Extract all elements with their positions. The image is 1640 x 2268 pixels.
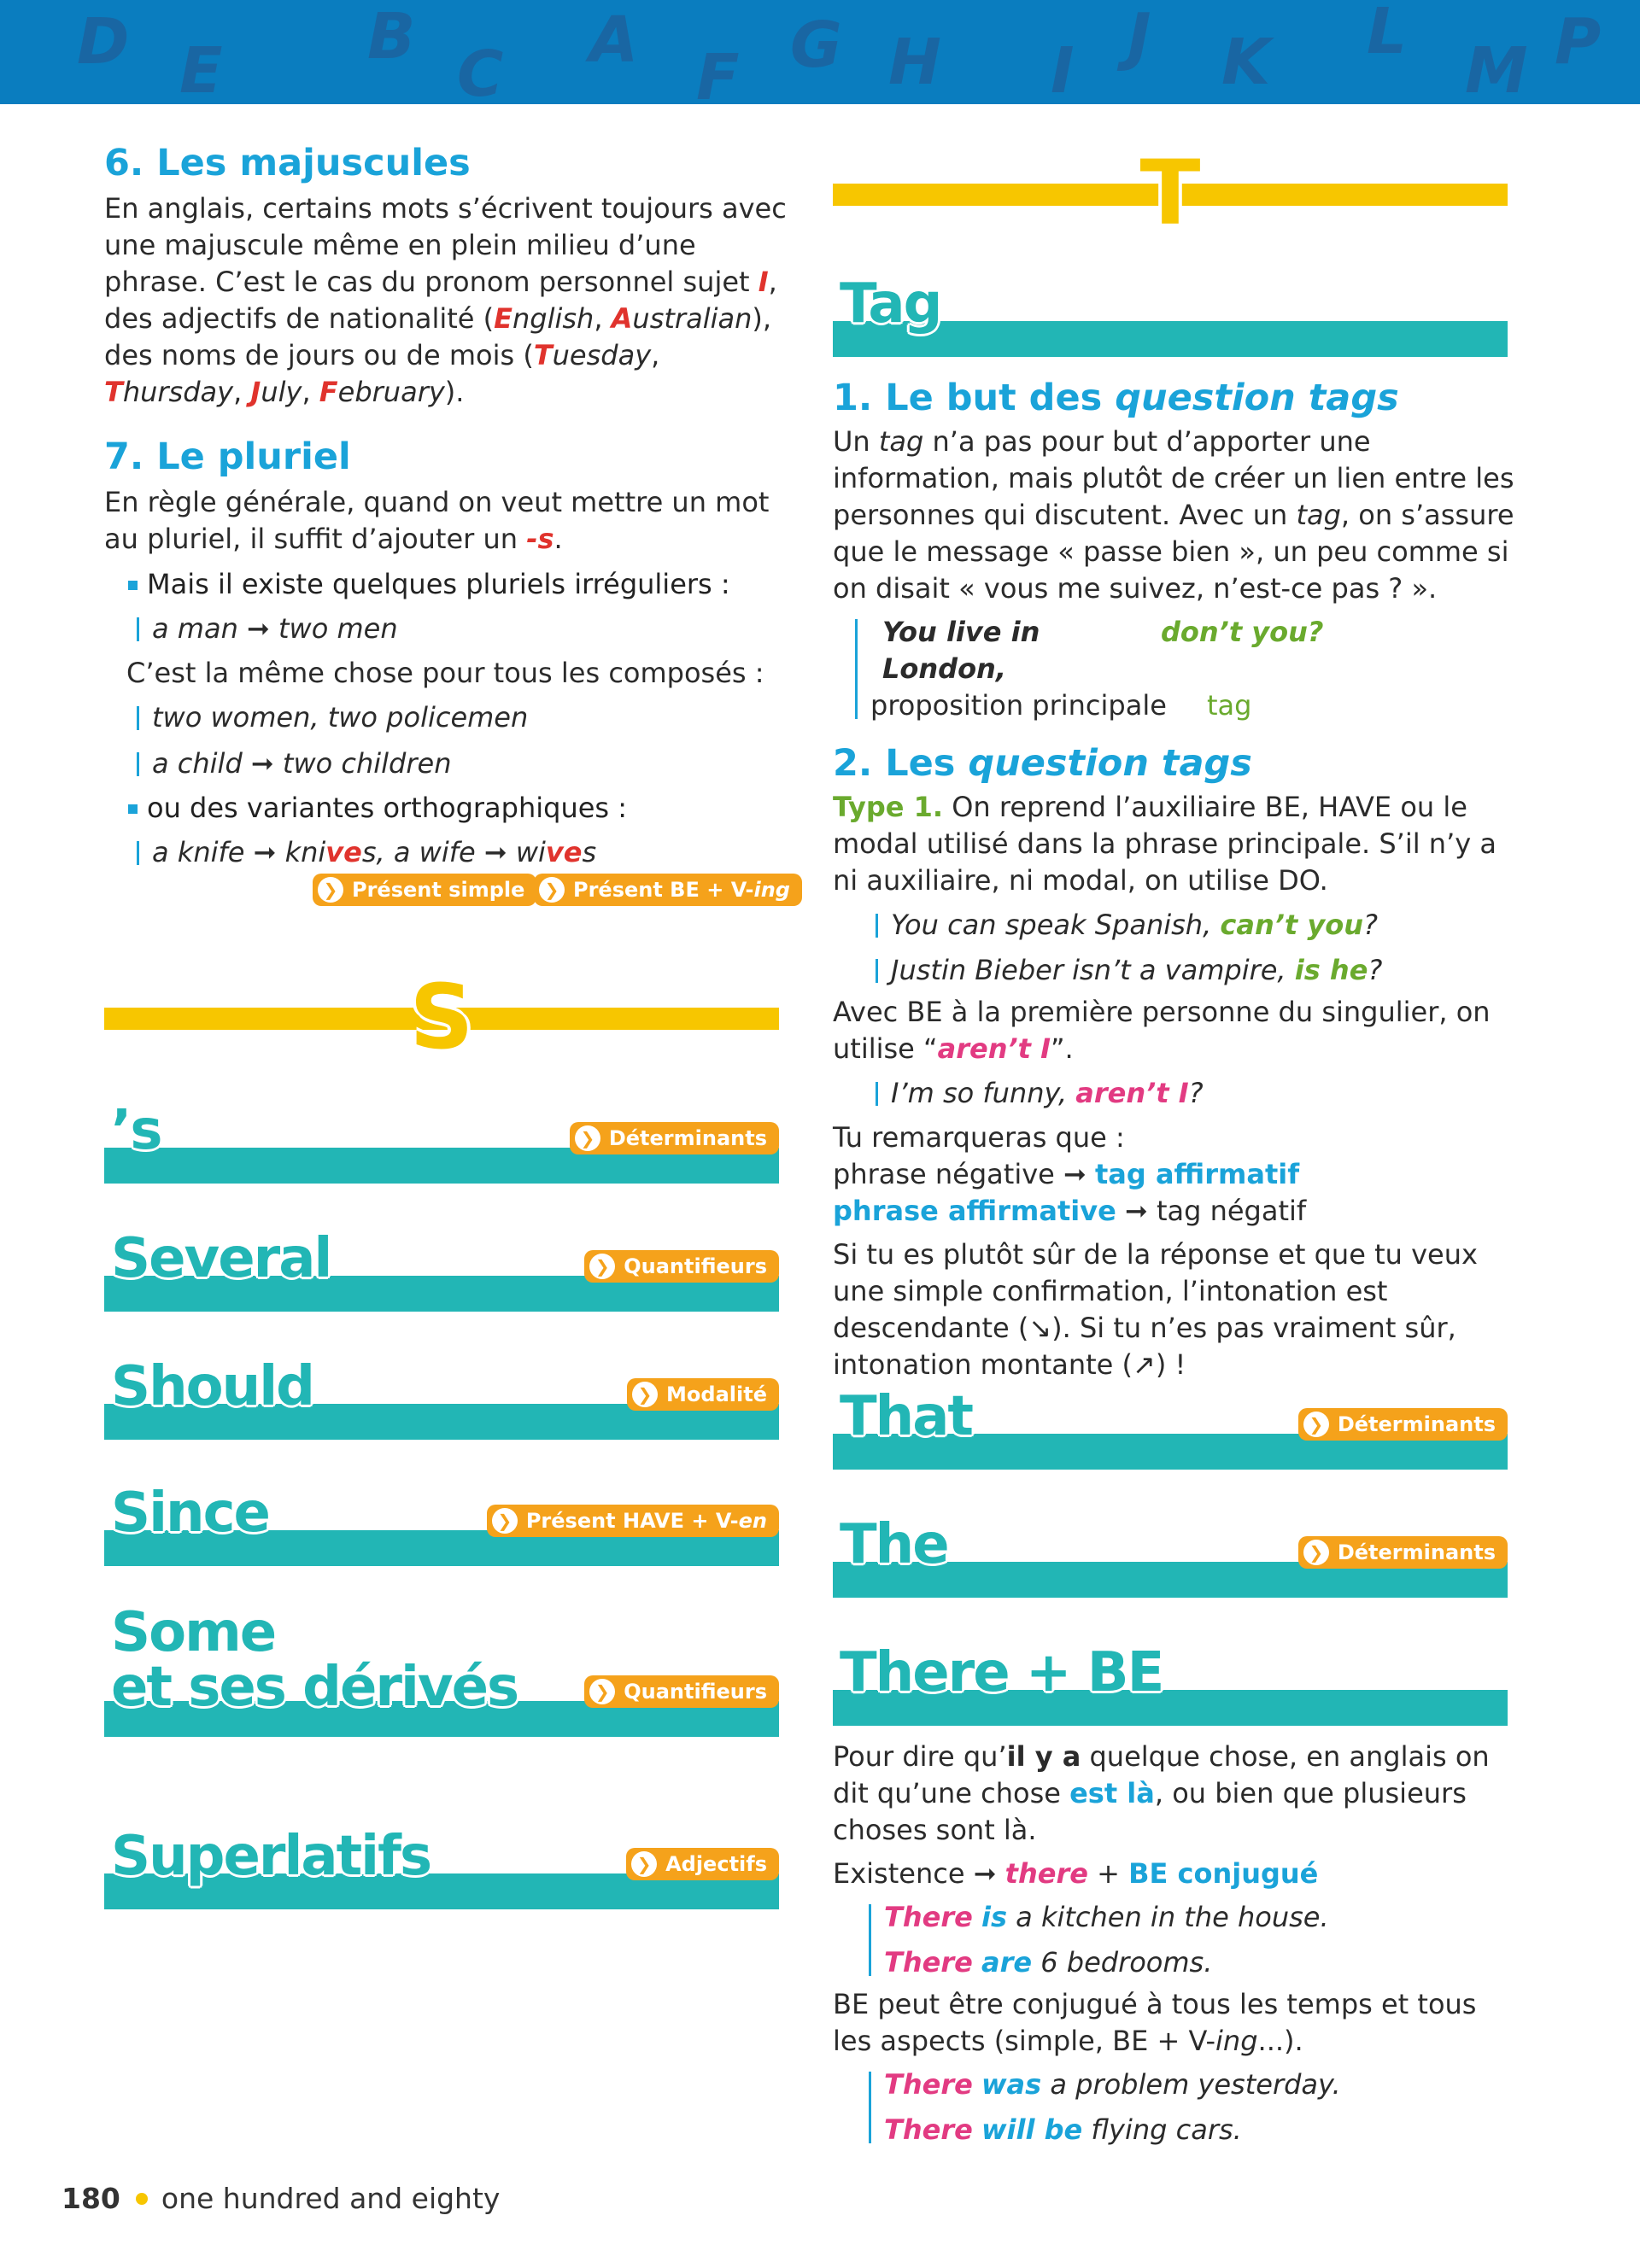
example-can-speak: You can speak Spanish, can’t you? xyxy=(869,907,1516,944)
headword-since xyxy=(104,1484,779,1566)
existence-line: Existence ➞ there + BE conjugué xyxy=(833,1857,1319,1890)
there-examples-2 xyxy=(862,2066,1516,2148)
chevron-right-icon: ❯ xyxy=(1303,1412,1329,1437)
link-determinants[interactable]: ❯ Déterminants xyxy=(1298,1536,1508,1569)
link-adjectives[interactable]: ❯ Adjectifs xyxy=(626,1848,779,1880)
there-be-paragraph: Pour dire qu’il y a quelque chose, en anglais on dit qu’une chose est là, ou bien que plusieurs choses sont là. xyxy=(833,1740,1490,1846)
example-man: a man ➞ two men xyxy=(130,611,788,647)
banner-letter: C xyxy=(457,38,504,104)
page-number: 180 xyxy=(62,2182,120,2215)
headword-text: Several xyxy=(111,1227,331,1290)
tag-example-block xyxy=(848,614,1516,724)
tag-purpose-paragraph: Un tag n’a pas pour but d’apporter une information, mais plutôt de créer un lien entre les personnes qui discutent. Avec un tag, on s’assure que le message « passe bien », un peu comme si on disait « vous me suivez, n’est-ce pas ? ». xyxy=(833,425,1514,605)
note-negative: phrase négative ➞ tag affirmatif xyxy=(833,1158,1300,1190)
banner-letter: K xyxy=(1221,26,1271,99)
banner-letter: G xyxy=(790,9,842,82)
headword-the xyxy=(833,1513,1508,1598)
note-remark: Tu remarqueras que : xyxy=(833,1121,1125,1154)
be-tenses-paragraph: BE peut être conjugué à tous les temps et tous les aspects (simple, BE + V-ing...). xyxy=(833,1988,1477,2057)
link-present-be-ving[interactable]: ❯ Présent BE + V- ing xyxy=(534,874,802,906)
chevron-right-icon: ❯ xyxy=(589,1679,615,1704)
link-modality[interactable]: ❯ Modalité xyxy=(627,1378,779,1411)
headword-text: Some xyxy=(111,1601,276,1664)
banner-letter: H xyxy=(888,26,941,99)
section-title-question-tags: 2. Les question tags xyxy=(833,742,1252,785)
example-funny: I’m so funny, aren’t I? xyxy=(869,1075,1516,1112)
link-determinants[interactable]: ❯ Déterminants xyxy=(1298,1408,1508,1441)
banner-letter: I xyxy=(1051,34,1075,104)
footer-dot xyxy=(136,2193,148,2205)
headword-tag xyxy=(833,272,1508,357)
letter-t: T xyxy=(1139,141,1201,245)
banner-letter: M xyxy=(1465,34,1528,104)
chevron-right-icon: ❯ xyxy=(492,1508,518,1534)
chevron-right-icon: ❯ xyxy=(632,1382,658,1407)
chevron-right-icon: ❯ xyxy=(575,1125,600,1151)
chevron-right-icon: ❯ xyxy=(631,1851,657,1877)
headword-text: Superlatifs xyxy=(111,1825,431,1888)
link-quantifiers[interactable]: ❯ Quantifieurs xyxy=(584,1675,779,1708)
headword-superlatives xyxy=(104,1827,779,1909)
label-main-clause: proposition principale xyxy=(870,689,1167,722)
compounds-line: C’est la même chose pour tous les composés : xyxy=(126,657,764,689)
right-column xyxy=(833,376,1516,1383)
letter-divider-t xyxy=(833,141,1508,252)
example-problem: There was a problem yesterday. xyxy=(884,2068,1341,2101)
section-title-tag-purpose: 1. Le but des question tags xyxy=(833,377,1399,419)
headword-text: Should xyxy=(111,1355,313,1418)
banner-letter: J xyxy=(1128,0,1151,73)
headword-text: There + BE xyxy=(840,1641,1163,1704)
plural-paragraph: En règle générale, quand on veut mettre un mot au pluriel, il suffit d’ajouter un -s. xyxy=(104,486,770,555)
banner-letter: F xyxy=(696,41,740,104)
headword-that xyxy=(833,1385,1508,1470)
banner-letter: E xyxy=(179,34,223,104)
headword-there-be xyxy=(833,1641,1508,1726)
left-column xyxy=(104,141,788,871)
note-affirmative: phrase affirmative ➞ tag négatif xyxy=(833,1195,1307,1227)
plural-bullet-spelling: ou des variantes orthographiques : xyxy=(104,790,788,827)
headword-possessive-s xyxy=(104,1099,779,1184)
page-number-words: one hundred and eighty xyxy=(161,2182,501,2215)
intonation-paragraph: Si tu es plutôt sûr de la réponse et que tu veux une simple confirmation, l’intonation est descendante (↘). Si tu n’es pas vraiment sûr, intonation montante (↗) ! xyxy=(833,1238,1478,1381)
link-present-have-ven[interactable]: ❯ Présent HAVE + V- en xyxy=(487,1505,779,1537)
chevron-right-icon: ❯ xyxy=(589,1254,615,1279)
headword-text-line2: et ses dérivés xyxy=(111,1656,518,1719)
example-kitchen: There is a kitchen in the house. xyxy=(884,1901,1329,1933)
section-title-capitals: 6. Les majuscules xyxy=(104,142,471,184)
chevron-right-icon: ❯ xyxy=(318,877,343,903)
letter-s: S xyxy=(409,965,474,1069)
example-bedrooms: There are 6 bedrooms. xyxy=(884,1946,1213,1979)
link-present-simple[interactable]: ❯ Présent simple xyxy=(313,874,536,906)
capitals-paragraph: En anglais, certains mots s’écrivent toujours avec une majuscule même en plein milieu d’une phrase. C’est le cas du pronom personnel sujet I, des adjectifs de nationalité (English, Australian), des noms de jours ou de mois (Tuesday, Thursday, July, February). xyxy=(104,192,787,408)
headword-some xyxy=(104,1601,779,1737)
plural-bullet-irregular: Mais il existe quelques pluriels irréguliers : xyxy=(104,566,788,603)
section-title-plural: 7. Le pluriel xyxy=(104,435,351,478)
chevron-right-icon: ❯ xyxy=(539,877,565,903)
banner-letter: L xyxy=(1367,0,1408,68)
be-first-person-paragraph: Avec BE à la première personne du singulier, on utilise “aren’t I”. xyxy=(833,996,1491,1065)
headword-text: ’s xyxy=(111,1099,161,1162)
headword-several xyxy=(104,1227,779,1312)
example-knife: a knife ➞ knives, a wife ➞ wives xyxy=(130,834,788,871)
letter-divider-s xyxy=(104,965,779,1076)
headword-text: That xyxy=(840,1385,972,1448)
banner-letter: A xyxy=(589,3,639,77)
example-flying-cars: There will be flying cars. xyxy=(884,2113,1242,2146)
chevron-right-icon: ❯ xyxy=(1303,1540,1329,1565)
page-footer xyxy=(62,2182,500,2216)
link-quantifiers[interactable]: ❯ Quantifieurs xyxy=(584,1250,779,1283)
banner-letter: P xyxy=(1555,5,1602,79)
headword-text: The xyxy=(840,1513,948,1576)
headword-text: Tag xyxy=(840,272,941,336)
there-examples-1 xyxy=(862,1899,1516,1981)
headword-text: Since xyxy=(111,1482,269,1545)
alphabet-banner xyxy=(0,0,1640,104)
example-child: a child ➞ two children xyxy=(130,745,788,782)
headword-should xyxy=(104,1355,779,1440)
there-be-section xyxy=(833,1739,1516,2148)
example-compounds: two women, two policemen xyxy=(130,699,788,736)
example-tag: don’t you? xyxy=(1161,616,1324,648)
banner-letter: D xyxy=(77,5,130,79)
type1-paragraph: Type 1. On reprend l’auxiliaire BE, HAVE ou le modal utilisé dans la phrase principale. S’il n’y a ni auxiliaire, ni modal, on utilise DO. xyxy=(833,791,1496,897)
banner-letter: B xyxy=(367,0,416,73)
example-main-clause: You live in London, xyxy=(882,616,1040,685)
label-tag: tag xyxy=(1207,689,1252,722)
link-determinants[interactable]: ❯ Déterminants xyxy=(570,1122,779,1154)
example-vampire: Justin Bieber isn’t a vampire, is he? xyxy=(869,952,1516,989)
